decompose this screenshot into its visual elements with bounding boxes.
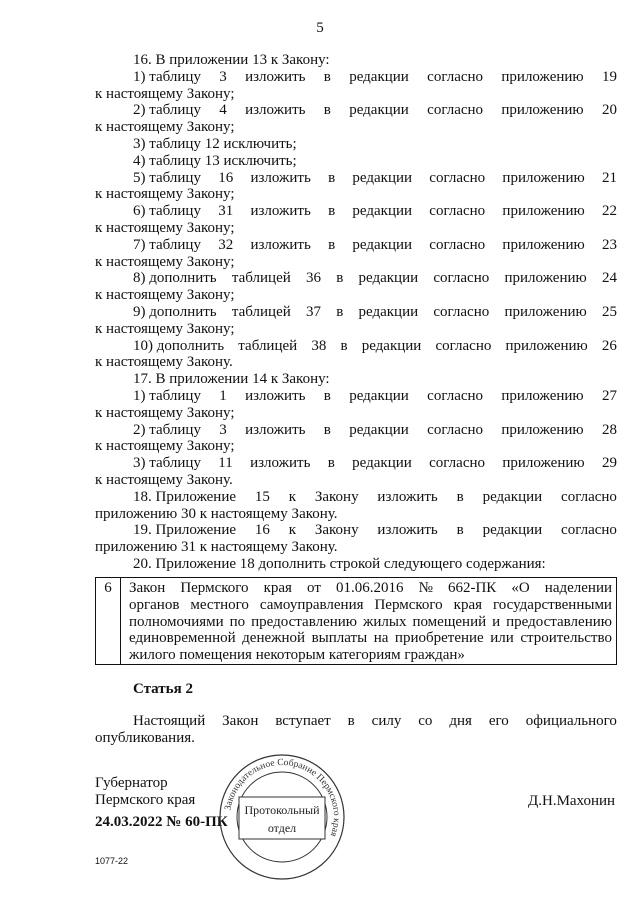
line-word: согласно [433, 303, 490, 320]
governor-title-line: Губернатор [95, 775, 168, 791]
line-word: 1) таблицу [133, 387, 201, 404]
line-word: к настоящему Закону; [95, 438, 235, 455]
line-word: 36 [305, 270, 321, 287]
line-word: согласно [429, 203, 486, 220]
line-word: к настоящему Закону; [95, 404, 235, 421]
line-word: 9) дополнить [133, 303, 217, 320]
line-word: изложить [245, 68, 306, 85]
line-word: 16 [218, 169, 234, 186]
line-word: приложению [504, 270, 587, 287]
line-word: 16 [254, 522, 270, 539]
text-line [95, 388, 617, 405]
text-line [95, 102, 617, 119]
amendment-table-row [95, 577, 617, 665]
line-word: 17. В приложении 14 к Закону: [133, 371, 330, 388]
line-word: Пермского [374, 596, 443, 613]
line-word: приложению [501, 102, 584, 119]
line-word: к [288, 488, 296, 505]
page-number: 5 [316, 20, 324, 36]
text-line [95, 371, 617, 388]
line-word: полномочиями [129, 613, 224, 630]
line-word: редакции [352, 455, 412, 472]
text-line [95, 136, 617, 153]
line-word: редакции [352, 169, 413, 186]
line-word: редакции [352, 203, 413, 220]
line-word: в [340, 337, 348, 354]
text-line [95, 186, 617, 203]
text-line [95, 203, 617, 220]
line-word: редакции [349, 102, 409, 119]
text-line [95, 153, 617, 170]
line-word: согласно [429, 236, 486, 253]
line-word: к настоящему Закону; [95, 85, 235, 102]
line-word: 24 [601, 270, 617, 287]
article-title: Статья 2 [133, 681, 193, 697]
line-word: приложению [501, 68, 584, 85]
line-word: редакции [358, 270, 419, 287]
line-word: края [263, 580, 292, 596]
text-line [129, 614, 612, 631]
text-line [95, 119, 617, 136]
line-word: приложению [501, 387, 584, 404]
line-word: в [323, 102, 331, 119]
line-word: к настоящему Закону; [95, 219, 235, 236]
stamp-ring-text: Законодательное Собрание Пермского края [223, 757, 342, 838]
law-date-number: 24.03.2022 № 60-ПК [95, 814, 228, 830]
line-word: согласно [561, 522, 617, 539]
line-word: редакции [358, 303, 419, 320]
line-word: самоуправления [259, 596, 364, 613]
line-word: 5) таблицу [133, 169, 201, 186]
text-line [95, 472, 617, 489]
line-word: денежной [242, 630, 306, 647]
text-line [95, 506, 617, 523]
line-word: в [347, 713, 355, 729]
text-line [129, 597, 612, 614]
line-word: к настоящему Закону; [95, 186, 235, 203]
line-word: жилых [362, 613, 407, 630]
line-word: со [418, 713, 433, 729]
line-word: редакции [482, 522, 543, 539]
line-word: изложить [377, 522, 438, 539]
line-word: жилого помещения некоторым категориям граждан» [129, 647, 465, 664]
line-word: согласно [433, 270, 490, 287]
line-word: Закон [222, 713, 259, 729]
text-line [95, 270, 617, 287]
line-word: таблицей [231, 270, 291, 287]
line-word: или [490, 630, 514, 647]
line-word: по [229, 613, 246, 630]
line-word: в [323, 68, 331, 85]
line-word: к настоящему Закону; [95, 119, 235, 136]
line-word: государственными [492, 596, 612, 613]
line-word: 15 [254, 488, 270, 505]
line-word: изложить [245, 421, 306, 438]
line-word: согласно [427, 421, 484, 438]
line-word: 27 [601, 387, 617, 404]
line-word: и [492, 613, 501, 630]
line-word: Закону [314, 522, 359, 539]
line-word: в [336, 270, 344, 287]
line-word: в [456, 488, 464, 505]
stamp-inner-line: отдел [267, 821, 297, 835]
line-word: Пермского [180, 580, 249, 596]
line-word: «О [511, 580, 530, 596]
line-word: № [418, 580, 433, 596]
line-word: выплаты [311, 630, 368, 647]
text-line [95, 438, 617, 455]
line-word: приложению [501, 421, 584, 438]
line-word: 29 [601, 455, 617, 472]
line-word: 19 [601, 68, 617, 85]
line-word: помещений [412, 613, 487, 630]
line-word: 38 [311, 337, 327, 354]
line-word: изложить [250, 455, 311, 472]
line-word: приложению 30 к настоящему Закону. [95, 505, 338, 522]
line-word: края [453, 596, 483, 613]
document-body [95, 52, 617, 573]
line-word: 01.06.2016 [335, 580, 404, 596]
line-word: 20 [601, 102, 617, 119]
text-line [95, 69, 617, 86]
line-word: 6) таблицу [133, 203, 201, 220]
line-word: в [323, 421, 331, 438]
line-word: редакции [361, 337, 422, 354]
text-line [95, 321, 617, 338]
line-word: местного [190, 596, 249, 613]
governor-title [95, 775, 195, 809]
line-word: 20. Приложение 18 дополнить строкой следующего содержания: [133, 555, 546, 572]
line-word: 2) таблицу [133, 102, 201, 119]
line-word: к [288, 522, 296, 539]
line-word: на [373, 630, 389, 647]
line-word: официального [525, 713, 617, 729]
table-row-text [121, 578, 616, 664]
document-code: 1077-22 [95, 856, 129, 866]
line-word: приложению [504, 303, 587, 320]
line-word: в [336, 303, 344, 320]
line-word: 21 [601, 169, 617, 186]
line-word: 18. Приложение [133, 488, 237, 505]
line-word: к настоящему Закону. [95, 354, 233, 371]
line-word: 8) дополнить [133, 270, 217, 287]
line-word: 37 [305, 303, 321, 320]
line-word: изложить [245, 387, 306, 404]
line-word: 26 [601, 337, 617, 354]
stamp-inner-line: Протокольный [244, 803, 320, 817]
line-word: изложить [377, 488, 438, 505]
governor-title-line: Пермского края [95, 791, 196, 808]
line-word: Закону [314, 488, 359, 505]
line-word: наделении [544, 580, 612, 596]
line-word: согласно [435, 337, 492, 354]
line-word: Настоящий [133, 713, 206, 729]
line-word: редакции [352, 236, 413, 253]
line-word: изложить [250, 169, 311, 186]
line-word: дня [449, 713, 472, 729]
text-line [95, 86, 617, 103]
line-word: 23 [601, 236, 617, 253]
line-word: 1 [219, 387, 227, 404]
line-word: согласно [427, 387, 484, 404]
line-word: 22 [601, 203, 617, 220]
line-word: 662-ПК [447, 580, 497, 596]
line-word: таблицей [238, 337, 298, 354]
line-word: 7) таблицу [133, 236, 201, 253]
line-word: согласно [427, 68, 484, 85]
line-word: в [328, 236, 336, 253]
line-word: 1) таблицу [133, 68, 201, 85]
line-word: к настоящему Закону; [95, 320, 235, 337]
signer-name: Д.Н.Махонин [528, 793, 616, 809]
line-word: от [307, 580, 321, 596]
line-word: согласно [561, 488, 617, 505]
line-word: изложить [250, 236, 311, 253]
line-word: силу [371, 713, 402, 729]
line-word: изложить [245, 102, 306, 119]
text-line [95, 354, 617, 371]
line-word: приложению [502, 203, 585, 220]
official-stamp [217, 752, 347, 882]
line-word: Закон [129, 580, 166, 596]
line-word: редакции [482, 488, 543, 505]
line-word: 10) дополнить [133, 337, 225, 354]
line-word: к настоящему Закону; [95, 287, 235, 304]
line-word: предоставлению [251, 613, 357, 630]
line-word: 2) таблицу [133, 421, 201, 438]
line-word: органов [129, 596, 180, 613]
text-line [95, 489, 617, 506]
text-line [95, 220, 617, 237]
text-line [95, 455, 617, 472]
line-word: согласно [429, 169, 486, 186]
line-word: приложению [502, 455, 585, 472]
line-word: согласно [427, 102, 484, 119]
article-line [95, 713, 617, 730]
line-word: редакции [349, 387, 409, 404]
line-word: приобретение [394, 630, 484, 647]
line-word: вступает [275, 713, 331, 729]
line-word: приложению 31 к настоящему Закону. [95, 539, 338, 556]
line-word: 4 [219, 102, 227, 119]
text-line [129, 580, 612, 597]
text-line [129, 647, 612, 664]
text-line [95, 405, 617, 422]
line-word: строительство [520, 630, 612, 647]
line-word: 3 [219, 421, 227, 438]
text-line [129, 630, 612, 647]
line-word: 4) таблицу 13 исключить; [133, 152, 297, 169]
article-body [95, 713, 617, 747]
line-word: редакции [349, 68, 409, 85]
text-line [95, 338, 617, 355]
line-word: в [328, 169, 336, 186]
article-line: опубликования. [95, 729, 195, 746]
line-word: его [488, 713, 509, 729]
line-word: 19. Приложение [133, 522, 237, 539]
line-word: 31 [218, 203, 234, 220]
line-word: 11 [218, 455, 233, 472]
line-word: 32 [218, 236, 234, 253]
text-line [95, 287, 617, 304]
line-word: 28 [601, 421, 617, 438]
text-line [95, 52, 617, 69]
line-word: приложению [505, 337, 588, 354]
line-word: предоставлению [506, 613, 612, 630]
table-row-number: 6 [96, 578, 121, 664]
line-word: приложению [502, 236, 585, 253]
line-word: 25 [601, 303, 617, 320]
text-line [95, 304, 617, 321]
text-line [95, 422, 617, 439]
line-word: единовременной [129, 630, 236, 647]
line-word: 3) таблицу 12 исключить; [133, 135, 297, 152]
line-word: таблицей [231, 303, 291, 320]
line-word: к настоящему Закону; [95, 253, 235, 270]
line-word: приложению [502, 169, 585, 186]
line-word: редакции [349, 421, 409, 438]
line-word: согласно [429, 455, 486, 472]
text-line [95, 522, 617, 539]
line-word: 3 [219, 68, 227, 85]
line-word: в [327, 455, 335, 472]
line-word: изложить [250, 203, 311, 220]
line-word: в [328, 203, 336, 220]
text-line [95, 254, 617, 271]
line-word: 3) таблицу [133, 455, 201, 472]
line-word: в [323, 387, 331, 404]
line-word: в [456, 522, 464, 539]
text-line [95, 237, 617, 254]
text-line [95, 170, 617, 187]
line-word: 16. В приложении 13 к Закону: [133, 52, 330, 68]
text-line [95, 539, 617, 556]
line-word: к настоящему Закону. [95, 471, 233, 488]
text-line [95, 556, 617, 573]
